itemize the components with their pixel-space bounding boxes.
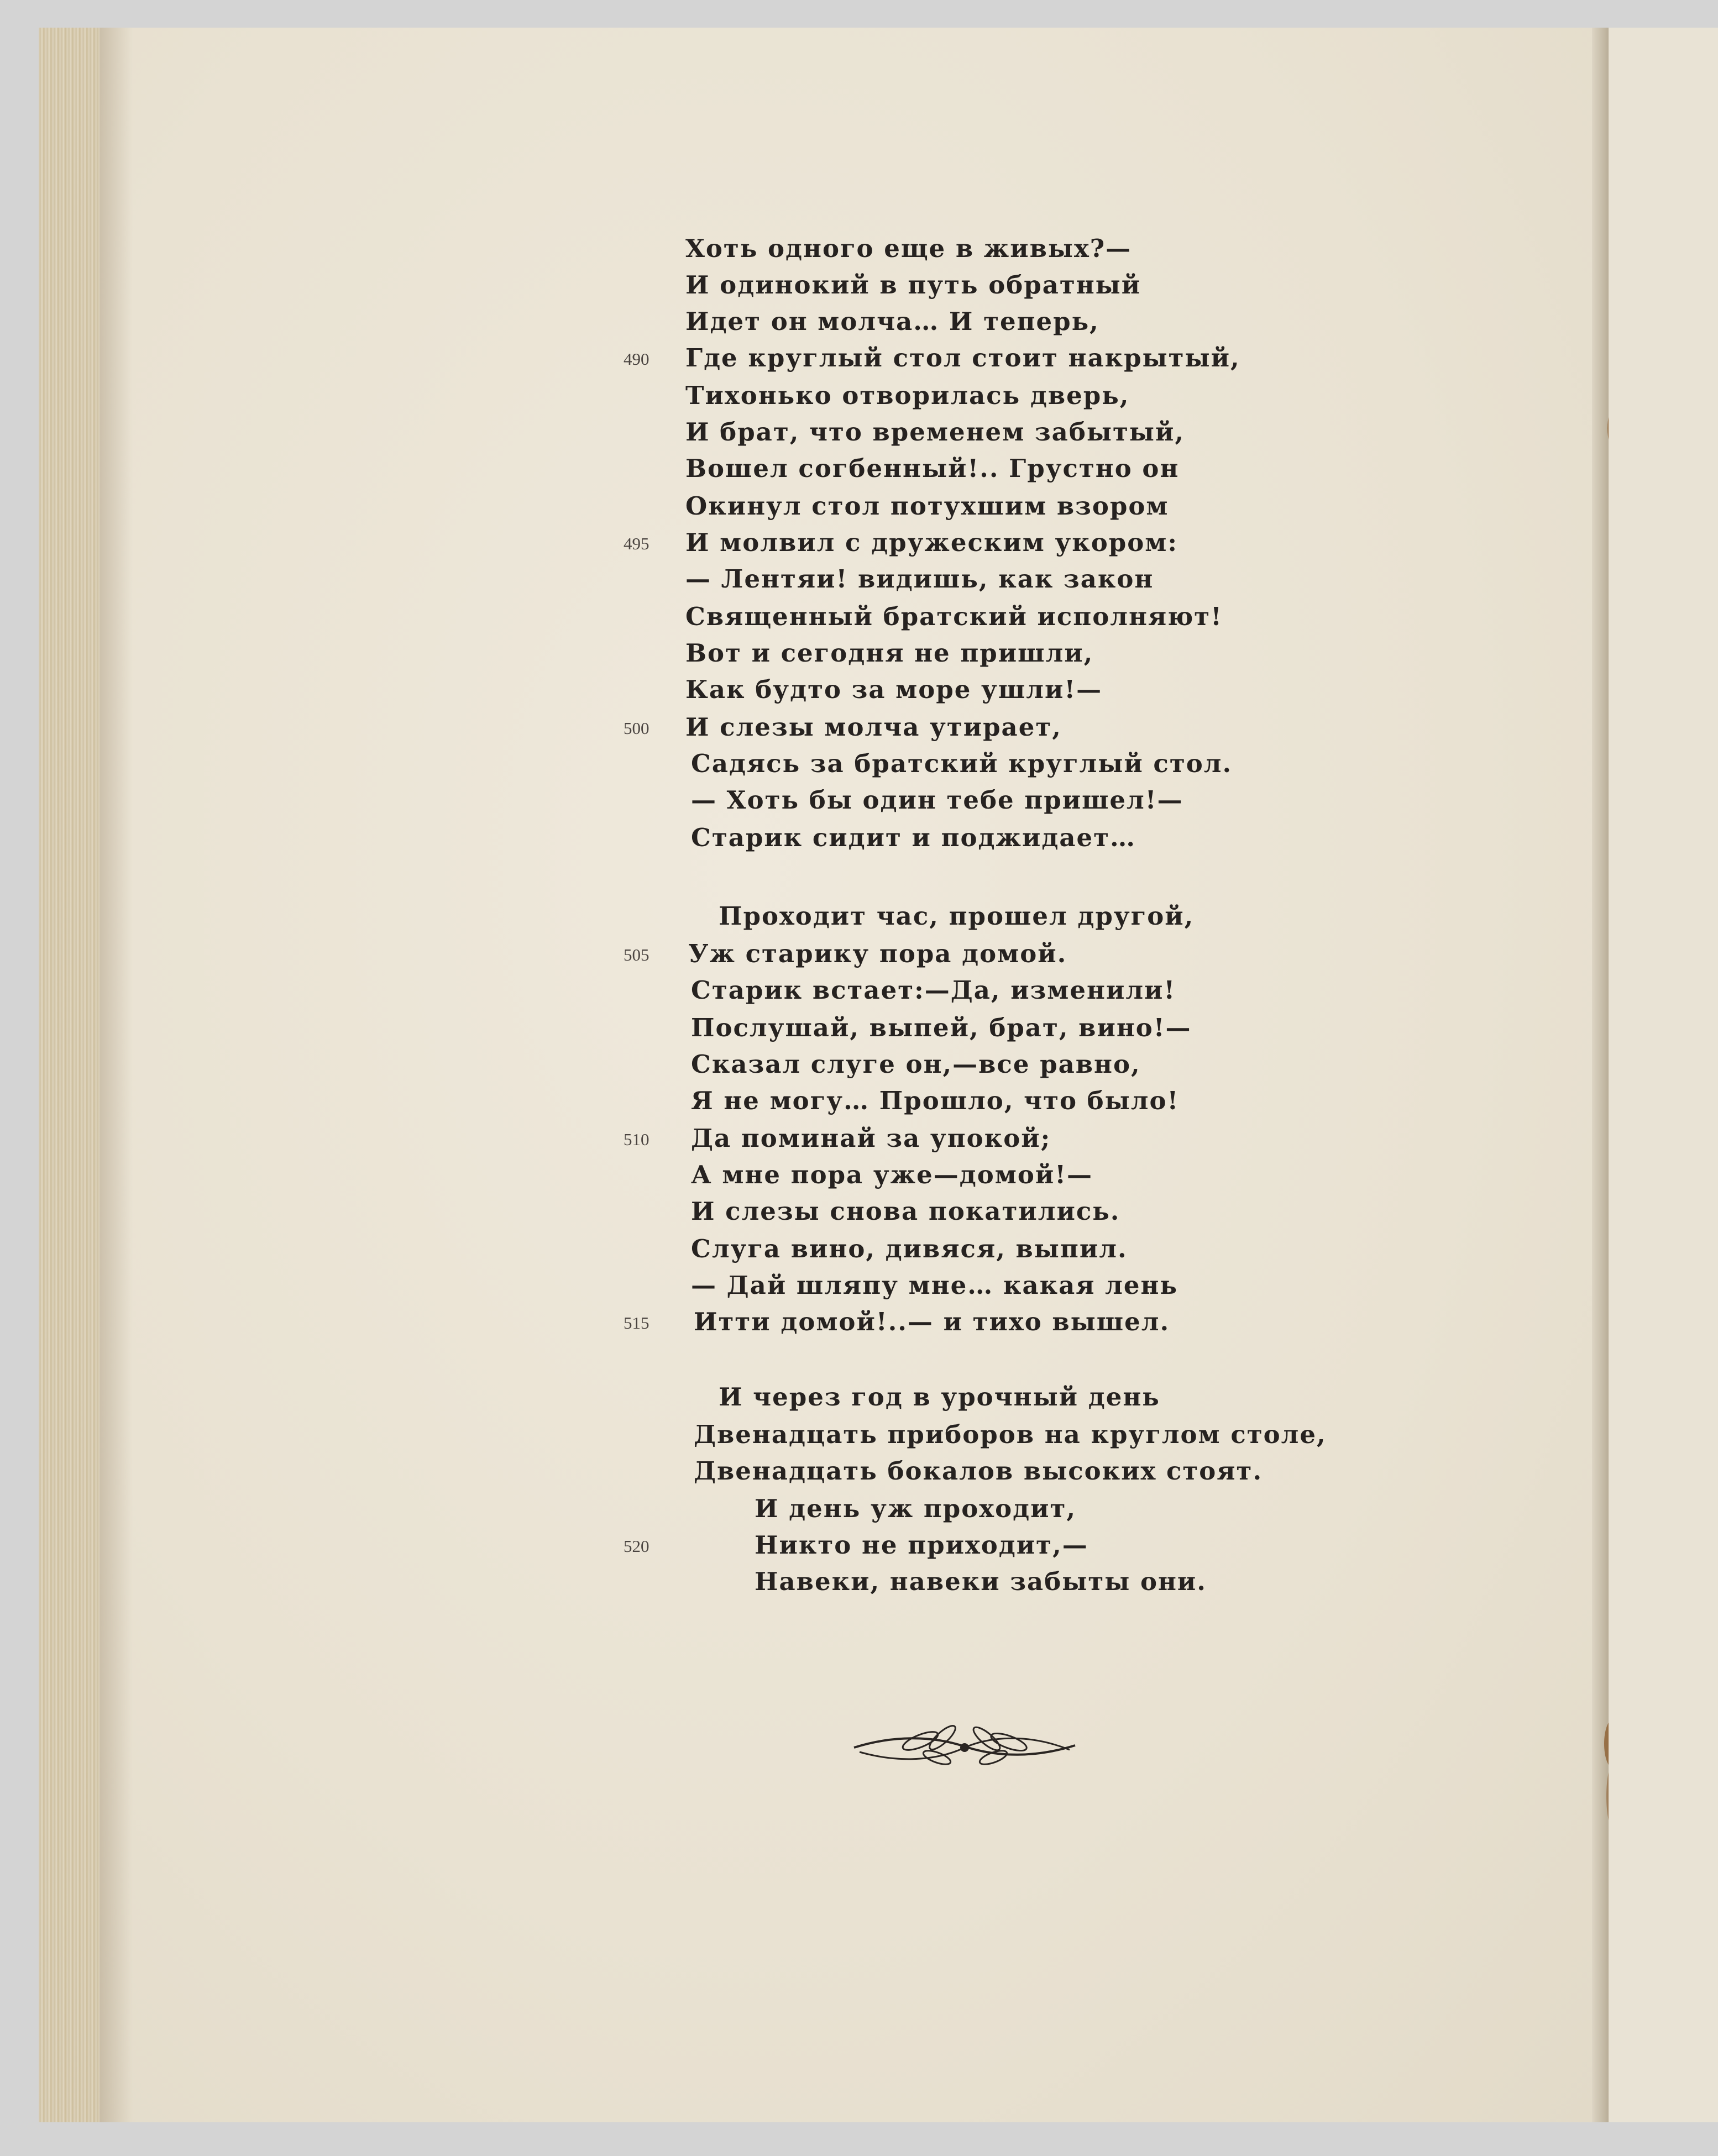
line-number: 495 [624,534,650,553]
poem-line: — Хоть бы один тебе пришел!— [691,785,1183,815]
poem-line: Двенадцать приборов на круглом столе, [694,1420,1327,1449]
poem-line: Вошел согбенный!.. Грустно он [685,454,1180,483]
poem-line: Священный братский исполняют! [685,602,1223,631]
line-number: 520 [624,1536,650,1556]
poem-line: Двенадцать бокалов высоких стоят. [694,1456,1263,1486]
poem-line: Я не могу… Прошло, что было! [691,1086,1180,1115]
line-number: 500 [624,718,650,738]
poem-line: И слезы снова покатились. [691,1197,1120,1226]
poem-line: И слезы молча утирает, [685,712,1062,742]
poem-line: Окинул стол потухшим взором [685,491,1169,521]
ornament-vignette-icon [848,1713,1081,1780]
adjacent-page [1609,28,1718,2122]
poem-line: Садясь за братский круглый стол. [691,749,1233,778]
poem-line: Тихонько отворилась дверь, [685,381,1130,410]
poem-line: И одинокий в путь обратный [685,270,1141,300]
poem-body [39,28,1609,2122]
poem-line: И молвил с дружеским укором: [685,528,1178,557]
poem-line: И через год в урочный день [719,1382,1160,1412]
line-number: 490 [624,349,650,369]
poem-line: Да поминай за упокой; [691,1124,1051,1153]
poem-line: Идет он молча… И теперь, [685,307,1099,336]
poem-line: Итти домой!..— и тихо вышел. [694,1307,1170,1336]
poem-line: — Лентяи! видишь, как закон [685,564,1154,594]
line-number: 515 [624,1313,650,1333]
poem-line: Старик сидит и поджидает… [691,823,1136,852]
poem-line: Проходит час, прошел другой, [719,901,1195,931]
poem-line: И день уж проходит, [755,1494,1077,1523]
poem-line: Вот и сегодня не пришли, [685,638,1094,668]
line-number: 505 [624,945,650,964]
poem-line: Хоть одного еще в живых?— [685,234,1132,263]
poem-line: — Дай шляпу мне… какая лень [691,1271,1178,1300]
line-number: 510 [624,1130,650,1149]
poem-line: А мне пора уже—домой!— [691,1160,1093,1189]
poem-line: Как будто за море ушли!— [685,675,1103,704]
poem-line: Послушай, выпей, брат, вино!— [691,1013,1192,1042]
poem-line: Навеки, навеки забыты они. [755,1567,1207,1596]
poem-line: И брат, что временем забытый, [685,417,1185,447]
poem-line: Старик встает:—Да, изменили! [691,975,1176,1005]
book-page [39,28,1609,2122]
poem-line: Никто не приходит,— [755,1530,1088,1560]
poem-line: Где круглый стол стоит накрытый, [685,343,1240,373]
poem-line: Слуга вино, дивяся, выпил. [691,1234,1128,1263]
poem-line: Сказал слуге он,—все равно, [691,1050,1141,1079]
poem-line: Уж старику пора домой. [688,939,1067,968]
